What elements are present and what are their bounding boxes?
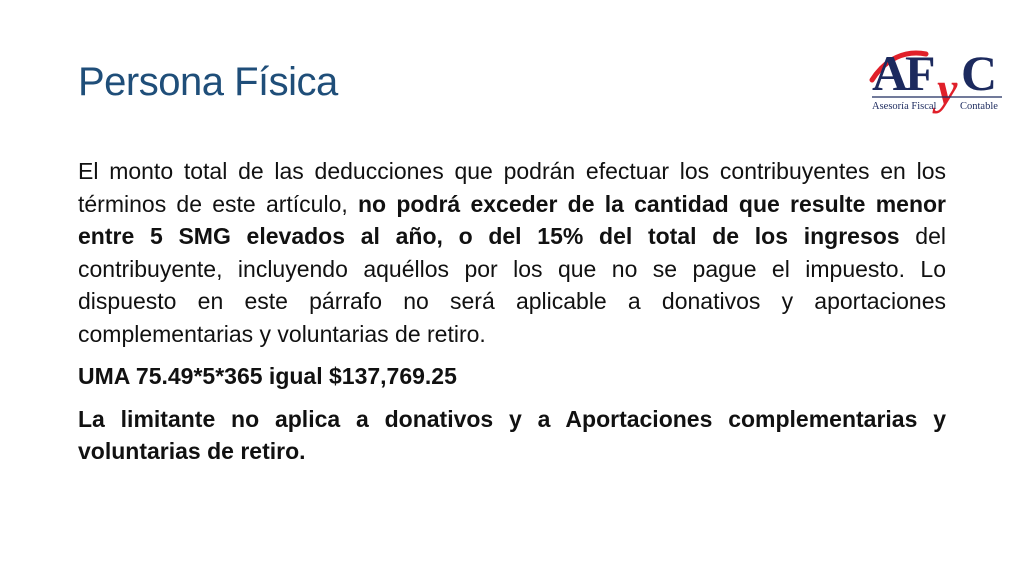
logo-letter-c: C — [961, 45, 998, 101]
slide-title: Persona Física — [78, 60, 338, 104]
afyc-logo — [866, 40, 1006, 128]
paragraph-text: El monto total de las deducciones que podrán efectuar los contribuyentes en los términos de este artículo, — [78, 158, 946, 217]
paragraph-deducciones — [78, 155, 946, 350]
paragraph-text: del contribuyente, incluyendo aquéllos por los que no se pague el impuesto. Lo dispuesto en este párrafo no será aplicable a donativos y aportaciones complementarias y voluntarias de retiro. — [78, 223, 946, 347]
logo-letter-a: A — [872, 45, 909, 101]
logo-caption-left: Asesoría Fiscal — [872, 101, 937, 112]
logo-letter-y: y — [937, 63, 958, 114]
paragraph-uma — [78, 360, 946, 393]
logo-letter-f: F — [905, 45, 936, 101]
logo-caption-right: Contable — [960, 101, 998, 112]
paragraph-limitante — [78, 403, 946, 468]
slide-body — [78, 155, 946, 478]
paragraph-bold-text: no podrá exceder de la cantidad que resulte menor entre 5 SMG elevados al año, o del 15% del total de los ingresos — [78, 190, 946, 249]
uma-calculation: UMA 75.49*5*365 igual $137,769.25 — [78, 363, 457, 389]
limitante-note: La limitante no aplica a donativos y a Aportaciones complementarias y voluntarias de retiro. — [78, 405, 946, 464]
